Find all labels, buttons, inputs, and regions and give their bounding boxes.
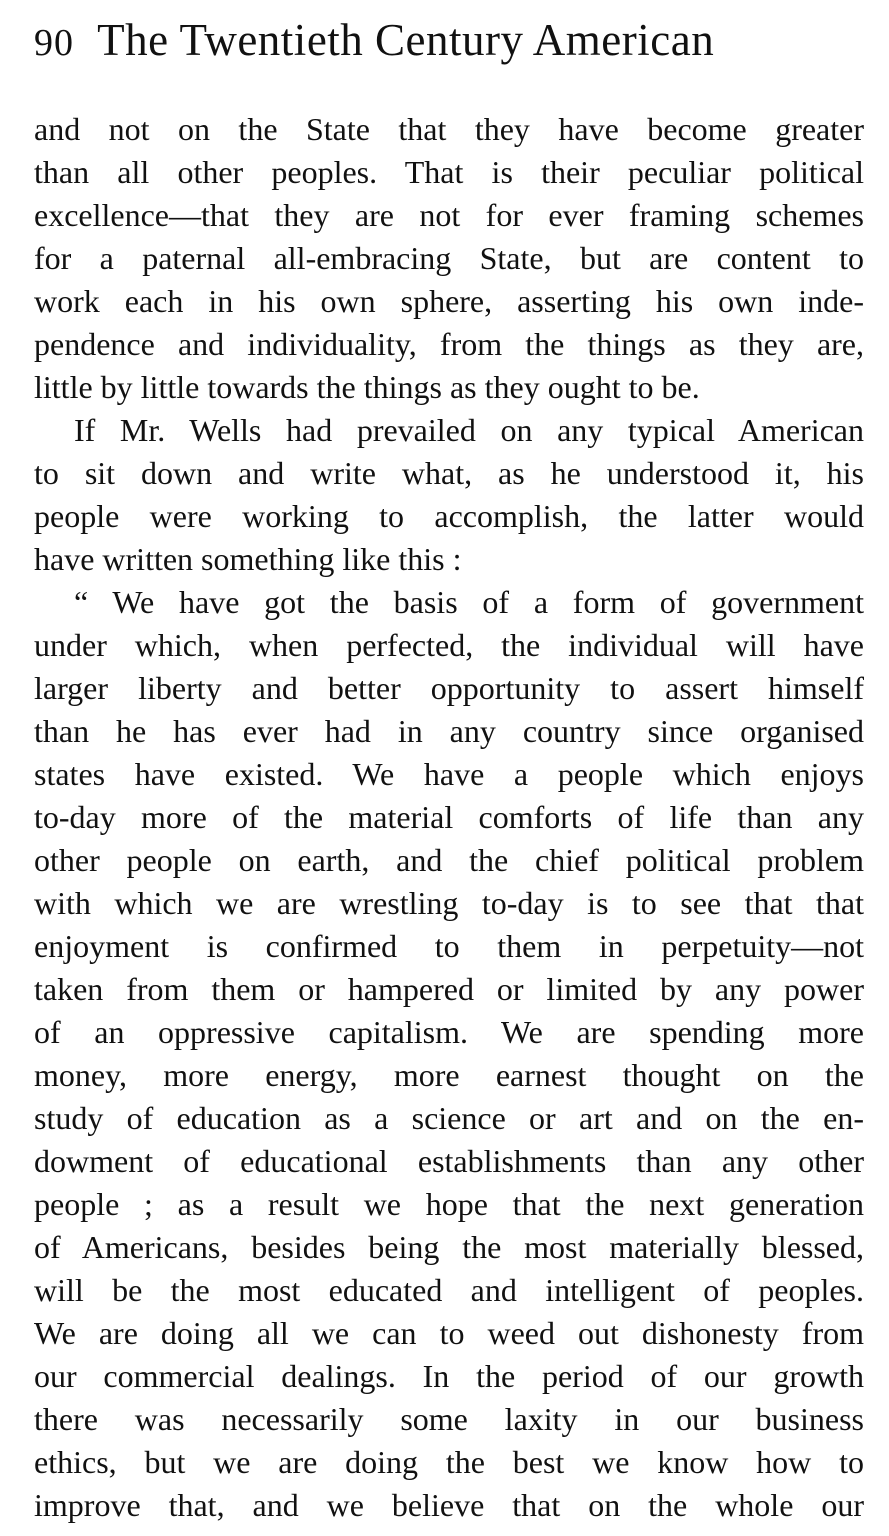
text-line: dowment of educational establishments than any other	[34, 1143, 864, 1179]
text-line: of Americans, besides being the most materially blessed,	[34, 1229, 864, 1265]
text-line: with which we are wrestling to-day is to see that that	[34, 885, 864, 921]
text-line: excellence—that they are not for ever framing schemes	[34, 197, 864, 233]
text-line: our commercial dealings. In the period of our growth	[34, 1358, 864, 1394]
text-line: will be the most educated and intelligent of peoples.	[34, 1272, 864, 1308]
text-line: little by little towards the things as they ought to be.	[34, 369, 700, 405]
page-number: 90	[34, 22, 74, 64]
text-line: than all other peoples. That is their peculiar political	[34, 154, 864, 190]
body-text	[34, 108, 864, 1527]
page-header	[34, 14, 864, 70]
text-line: improve that, and we believe that on the whole our	[34, 1487, 864, 1523]
text-line: “ We have got the basis of a form of government	[74, 584, 864, 620]
text-line: money, more energy, more earnest thought on the	[34, 1057, 864, 1093]
running-title: The Twentieth Century American	[97, 15, 715, 65]
text-line: study of education as a science or art and on the en-	[34, 1100, 864, 1136]
text-line: work each in his own sphere, asserting his own inde-	[34, 283, 864, 319]
text-line: enjoyment is confirmed to them in perpetuity—not	[34, 928, 864, 964]
text-line: have written something like this :	[34, 541, 462, 577]
text-line: pendence and individuality, from the things as they are,	[34, 326, 864, 362]
text-line: under which, when perfected, the individual will have	[34, 627, 864, 663]
text-line: people were working to accomplish, the latter would	[34, 498, 864, 534]
text-line: states have existed. We have a people which enjoys	[34, 756, 864, 792]
text-line: If Mr. Wells had prevailed on any typical American	[74, 412, 864, 448]
text-line: and not on the State that they have become greater	[34, 111, 864, 147]
text-line: taken from them or hampered or limited by any power	[34, 971, 864, 1007]
text-line: to-day more of the material comforts of life than any	[34, 799, 864, 835]
text-line: We are doing all we can to weed out dishonesty from	[34, 1315, 864, 1351]
text-line: of an oppressive capitalism. We are spending more	[34, 1014, 864, 1050]
text-line: larger liberty and better opportunity to assert himself	[34, 670, 864, 706]
text-line: there was necessarily some laxity in our business	[34, 1401, 864, 1437]
text-line: people ; as a result we hope that the next generation	[34, 1186, 864, 1222]
text-line: ethics, but we are doing the best we know how to	[34, 1444, 864, 1480]
text-line: to sit down and write what, as he understood it, his	[34, 455, 864, 491]
text-line: than he has ever had in any country since organised	[34, 713, 864, 749]
text-line: for a paternal all-embracing State, but are content to	[34, 240, 864, 276]
text-line: other people on earth, and the chief political problem	[34, 842, 864, 878]
